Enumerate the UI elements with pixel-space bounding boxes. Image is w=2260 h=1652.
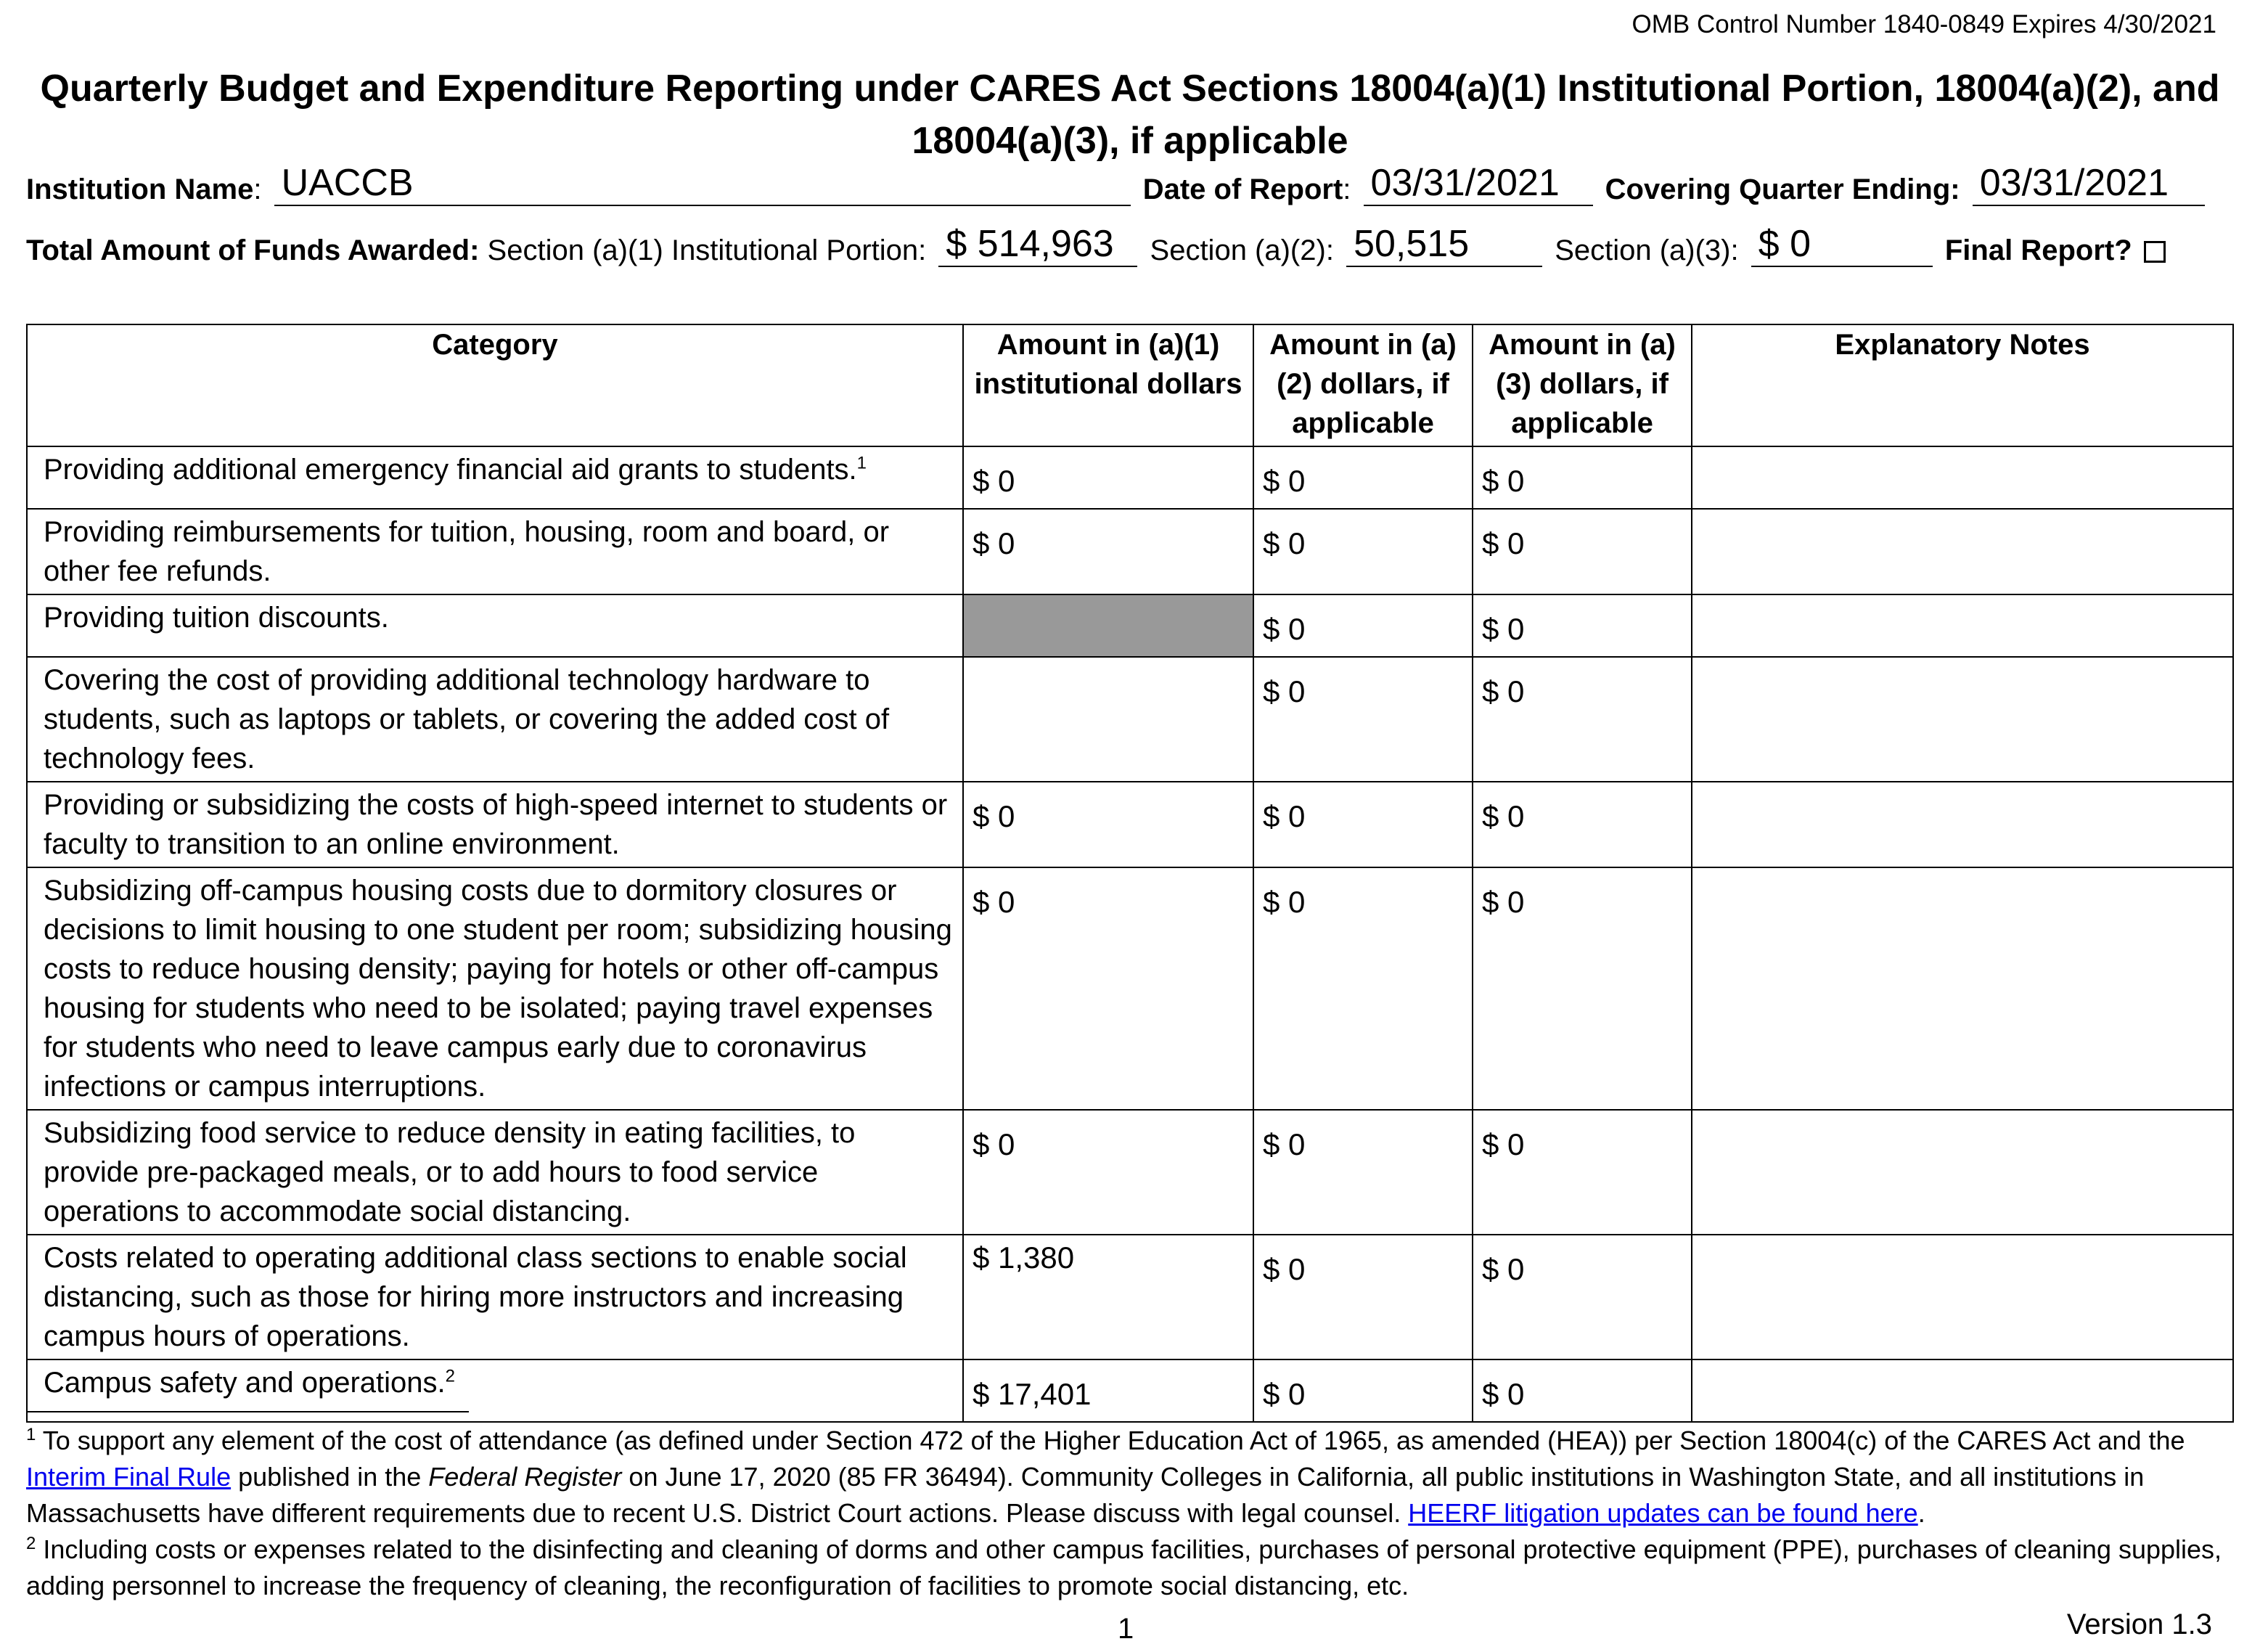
notes-cell[interactable] — [1692, 1110, 2233, 1235]
a1-label: Section (a)(1) Institutional Portion: — [487, 234, 927, 266]
table-row — [27, 657, 2233, 782]
a3-amount-cell[interactable]: $ 0 — [1473, 1235, 1692, 1359]
table-row — [27, 867, 2233, 1110]
footnotes — [26, 1423, 2235, 1604]
a3-amount-cell[interactable]: $ 0 — [1473, 509, 1692, 594]
header-notes: Explanatory Notes — [1692, 324, 2233, 446]
final-report-checkbox[interactable] — [2144, 241, 2166, 263]
expenditure-table — [26, 324, 2234, 1423]
heerf-litigation-link[interactable]: HEERF litigation updates can be found here — [1408, 1498, 1918, 1528]
version-label: Version 1.3 — [2066, 1608, 2212, 1640]
notes-cell[interactable] — [1692, 867, 2233, 1110]
a2-amount-cell[interactable]: $ 0 — [1253, 1235, 1473, 1359]
category-cell: Providing tuition discounts. — [27, 594, 963, 657]
a2-amount-cell[interactable]: $ 0 — [1253, 509, 1473, 594]
a2-amount-cell[interactable]: $ 0 — [1253, 1359, 1473, 1422]
a1-amount-cell[interactable]: $ 0 — [963, 509, 1253, 594]
category-cell: Providing reimbursements for tuition, housing, room and board, or other fee refunds. — [27, 509, 963, 594]
a2-label: Section (a)(2): — [1150, 234, 1334, 266]
footnote-divider — [26, 1411, 469, 1412]
a2-amount-cell[interactable]: $ 0 — [1253, 867, 1473, 1110]
institution-label: Institution Name — [26, 173, 254, 205]
table-row — [27, 509, 2233, 594]
notes-cell[interactable] — [1692, 657, 2233, 782]
table-row — [27, 594, 2233, 657]
omb-control-number: OMB Control Number 1840-0849 Expires 4/30/2021 — [1631, 10, 2216, 38]
a1-amount-cell-disabled — [963, 594, 1253, 657]
institution-field[interactable] — [274, 162, 1131, 206]
a1-value: $ 514,963 — [946, 223, 1114, 265]
date-field[interactable] — [1364, 162, 1593, 206]
a2-field[interactable] — [1346, 223, 1542, 267]
notes-cell[interactable] — [1692, 782, 2233, 867]
category-cell: Covering the cost of providing additional technology hardware to students, such as laptops or tablets, or covering the added cost of technology fees. — [27, 657, 963, 782]
notes-cell[interactable] — [1692, 446, 2233, 509]
a3-label: Section (a)(3): — [1555, 234, 1739, 266]
a1-amount-cell[interactable]: $ 0 — [963, 1110, 1253, 1235]
page-title: Quarterly Budget and Expenditure Reporting under CARES Act Sections 18004(a)(1) Institutional Portion, 18004(a)(2), and 18004(a)(3), if applicable — [40, 68, 2220, 162]
interim-final-rule-link[interactable]: Interim Final Rule — [26, 1462, 232, 1492]
institution-value: UACCB — [281, 162, 414, 204]
a1-amount-cell[interactable]: $ 0 — [963, 867, 1253, 1110]
a3-amount-cell[interactable]: $ 0 — [1473, 1110, 1692, 1235]
a1-amount-cell[interactable]: $ 1,380 — [963, 1235, 1253, 1359]
a3-amount-cell[interactable]: $ 0 — [1473, 657, 1692, 782]
footnote-2: $^2$ Including costs or expenses related to the disinfecting and cleaning of dorms and other campus facilities, purchases of personal protective equipment (PPE), purchases of cleaning supplies, adding personnel to increase the frequency of cleaning, the reconfiguration of facilities to promote social distancing, etc. — [26, 1534, 2222, 1600]
header-category: Category — [27, 324, 963, 446]
a3-amount-cell[interactable]: $ 0 — [1473, 782, 1692, 867]
total-funds-line — [26, 223, 2166, 267]
quarter-field[interactable] — [1973, 162, 2205, 206]
a3-amount-cell[interactable]: $ 0 — [1473, 594, 1692, 657]
table-row — [27, 782, 2233, 867]
category-cell: Campus safety and operations.$^2$ — [27, 1359, 963, 1422]
date-label: Date of Report — [1142, 173, 1343, 205]
a1-amount-cell[interactable]: $ 0 — [963, 782, 1253, 867]
a3-field[interactable] — [1751, 223, 1933, 267]
table-header-row — [27, 324, 2233, 446]
quarter-value: 03/31/2021 — [1979, 162, 2169, 204]
a1-amount-cell[interactable] — [963, 657, 1253, 782]
category-cell: Providing additional emergency financial aid grants to students.$^1$ — [27, 446, 963, 509]
institution-line: Institution Name: UACCB Date of Report: 03/31/2021 Covering Quarter Ending: 03/31/2021 — [26, 173, 2209, 206]
a2-value: 50,515 — [1354, 223, 1470, 265]
a1-field[interactable] — [938, 223, 1137, 267]
a2-amount-cell[interactable]: $ 0 — [1253, 446, 1473, 509]
a2-amount-cell[interactable]: $ 0 — [1253, 657, 1473, 782]
category-cell: Providing or subsidizing the costs of high-speed internet to students or faculty to transition to an online environment. — [27, 782, 963, 867]
notes-cell[interactable] — [1692, 1359, 2233, 1422]
a3-amount-cell[interactable]: $ 0 — [1473, 867, 1692, 1110]
date-value: 03/31/2021 — [1370, 162, 1560, 204]
a2-amount-cell[interactable]: $ 0 — [1253, 594, 1473, 657]
notes-cell[interactable] — [1692, 509, 2233, 594]
category-cell: Subsidizing off-campus housing costs due to dormitory closures or decisions to limit housing to one student per room; subsidizing housing costs to reduce housing density; paying for hotels or other off-campus housing for students who need to be isolated; paying travel expenses for students who need to leave campus early due to coronavirus infections or campus interruptions. — [27, 867, 963, 1110]
table-row — [27, 446, 2233, 509]
category-cell: Subsidizing food service to reduce density in eating facilities, to provide pre-packaged meals, or to add hours to food service operations to accommodate social distancing. — [27, 1110, 963, 1235]
a3-amount-cell[interactable]: $ 0 — [1473, 446, 1692, 509]
category-cell: Costs related to operating additional class sections to enable social distancing, such as those for hiring more instructors and increasing campus hours of operations. — [27, 1235, 963, 1359]
table-row — [27, 1359, 2233, 1422]
header-a1: Amount in (a)(1) institutional dollars — [963, 324, 1253, 446]
notes-cell[interactable] — [1692, 1235, 2233, 1359]
a3-amount-cell[interactable]: $ 0 — [1473, 1359, 1692, 1422]
final-report-label: Final Report? — [1944, 234, 2132, 266]
page-number: 1 — [1118, 1613, 1134, 1645]
footnote-1: $^1$ To support any element of the cost of attendance (as defined under Section 472 of the Higher Education Act of 1965, as amended (HEA)) per Section 18004(c) of the CARES Act and the Interim Final Rule published in the Federal Register on June 17, 2020 (85 FR 36494). Community Colleges in California, all public institutions in Washington State, and all institutions in Massachusetts have different requirements due to recent U.S. District Court actions. Please discuss with legal counsel. HEERF litigation updates can be found here. — [26, 1425, 2185, 1528]
table-row — [27, 1235, 2233, 1359]
a2-amount-cell[interactable]: $ 0 — [1253, 1110, 1473, 1235]
header-a2: Amount in (a)(2) dollars, if applicable — [1253, 324, 1473, 446]
total-label: Total Amount of Funds Awarded: — [26, 234, 480, 266]
a2-amount-cell[interactable]: $ 0 — [1253, 782, 1473, 867]
header-a3: Amount in (a)(3) dollars, if applicable — [1473, 324, 1692, 446]
a1-amount-cell[interactable]: $ 17,401 — [963, 1359, 1253, 1422]
a3-value: $ 0 — [1758, 223, 1811, 265]
a1-amount-cell[interactable]: $ 0 — [963, 446, 1253, 509]
table-row — [27, 1110, 2233, 1235]
quarter-label: Covering Quarter Ending: — [1605, 173, 1960, 205]
notes-cell[interactable] — [1692, 594, 2233, 657]
